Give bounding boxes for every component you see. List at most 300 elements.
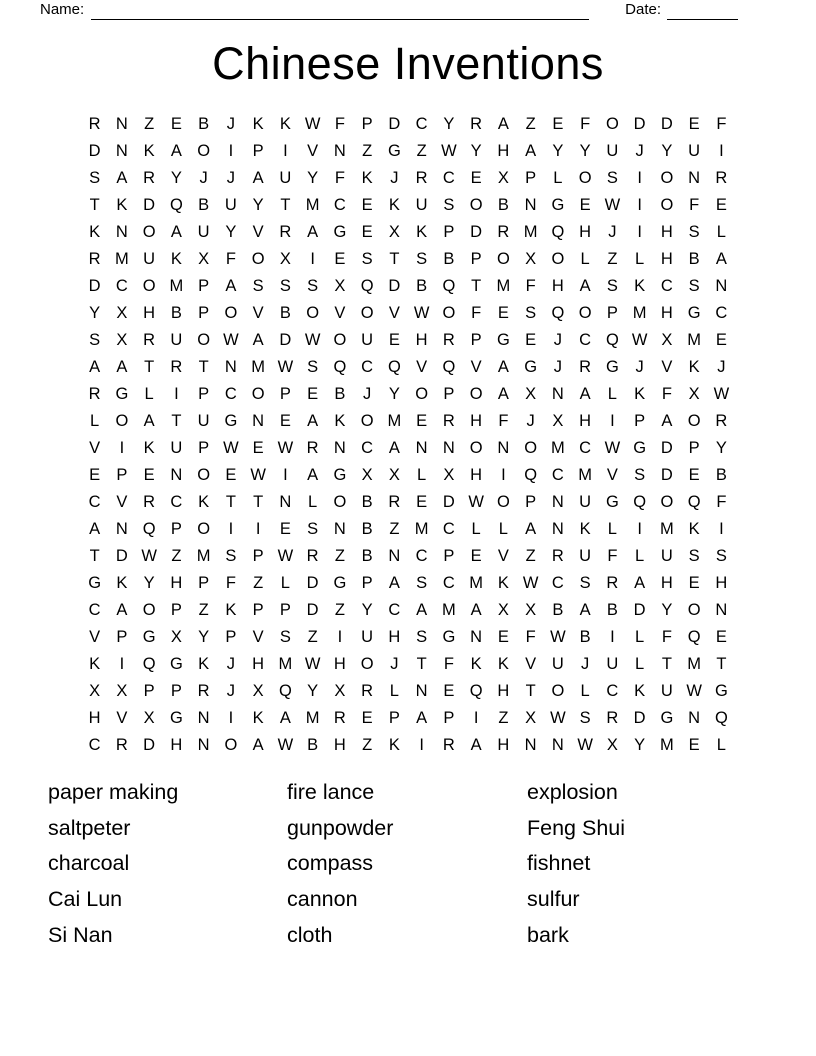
grid-letter-r24-c13: I: [419, 736, 424, 754]
grid-letter-r14-c10: G: [333, 466, 347, 484]
grid-letter-r23-c8: A: [279, 709, 291, 727]
grid-letter-r11-c17: X: [525, 385, 537, 403]
grid-letter-r5-c19: H: [579, 223, 592, 241]
grid-letter-r20-c16: E: [497, 628, 509, 646]
grid-letter-r5-c8: R: [279, 223, 292, 241]
grid-letter-r10-c18: J: [553, 358, 562, 376]
grid-letter-r4-c2: K: [116, 196, 128, 214]
grid-letter-r9-c8: D: [279, 331, 292, 349]
grid-letter-r12-c18: X: [552, 412, 564, 430]
grid-letter-r20-c23: Q: [687, 628, 701, 646]
word-list-item: fishnet: [527, 851, 591, 876]
grid-letter-r18-c18: C: [551, 574, 564, 592]
grid-letter-r23-c7: K: [252, 709, 264, 727]
grid-letter-r6-c23: B: [688, 250, 700, 268]
grid-letter-r12-c4: T: [171, 412, 182, 430]
grid-letter-r4-c1: T: [89, 196, 100, 214]
grid-letter-r10-c21: J: [635, 358, 644, 376]
grid-letter-r22-c7: X: [252, 682, 264, 700]
grid-letter-r16-c7: I: [255, 520, 261, 538]
grid-letter-r17-c16: V: [497, 547, 509, 565]
word-list-item: Cai Lun: [48, 887, 123, 912]
grid-letter-r7-c12: D: [388, 277, 401, 295]
grid-letter-r1-c14: Y: [443, 115, 455, 133]
grid-letter-r22-c19: L: [580, 682, 590, 700]
grid-letter-r7-c22: C: [660, 277, 673, 295]
grid-letter-r22-c14: E: [443, 682, 455, 700]
grid-letter-r17-c21: L: [635, 547, 645, 565]
grid-letter-r23-c23: N: [688, 709, 701, 727]
grid-letter-r14-c4: N: [170, 466, 183, 484]
grid-letter-r10-c10: Q: [333, 358, 347, 376]
grid-letter-r12-c14: R: [442, 412, 455, 430]
grid-letter-r4-c24: E: [715, 196, 727, 214]
grid-letter-r3-c14: C: [442, 169, 455, 187]
grid-letter-r18-c8: L: [280, 574, 290, 592]
grid-letter-r7-c17: F: [525, 277, 536, 295]
grid-letter-r11-c9: E: [307, 385, 319, 403]
word-list-item: explosion: [527, 780, 618, 804]
grid-letter-r12-c12: M: [387, 412, 402, 430]
header: [40, 1, 738, 20]
grid-letter-r20-c17: F: [525, 628, 536, 646]
grid-letter-r16-c5: O: [197, 520, 211, 538]
grid-letter-r13-c9: R: [306, 439, 319, 457]
grid-letter-r7-c13: B: [416, 277, 428, 295]
grid-letter-r14-c14: X: [443, 466, 455, 484]
grid-letter-r24-c15: A: [470, 736, 482, 754]
grid-letter-r2-c12: G: [387, 142, 401, 160]
grid-letter-r8-c1: Y: [89, 304, 101, 322]
grid-letter-r12-c9: A: [307, 412, 319, 430]
grid-letter-r5-c9: A: [307, 223, 319, 241]
grid-letter-r16-c23: K: [688, 520, 700, 538]
grid-letter-r12-c16: F: [498, 412, 509, 430]
grid-letter-r20-c10: I: [337, 628, 343, 646]
grid-letter-r13-c1: V: [89, 439, 101, 457]
grid-letter-r21-c15: K: [470, 655, 482, 673]
word-list-item: charcoal: [48, 851, 130, 876]
grid-letter-r10-c2: A: [116, 358, 128, 376]
grid-letter-r18-c24: H: [715, 574, 728, 592]
grid-letter-r8-c5: P: [198, 304, 210, 322]
grid-letter-r22-c5: R: [197, 682, 210, 700]
grid-letter-r6-c4: K: [170, 250, 182, 268]
grid-letter-r8-c2: X: [116, 304, 128, 322]
grid-letter-r24-c19: W: [577, 736, 593, 754]
grid-letter-r12-c20: I: [610, 412, 615, 430]
grid-letter-r5-c18: Q: [551, 223, 565, 241]
grid-letter-r15-c14: D: [442, 493, 455, 511]
grid-letter-r6-c12: T: [389, 250, 400, 268]
grid-letter-r5-c14: P: [443, 223, 455, 241]
grid-letter-r22-c23: W: [686, 682, 702, 700]
grid-letter-r9-c19: C: [579, 331, 592, 349]
grid-letter-r12-c7: N: [252, 412, 265, 430]
grid-letter-r4-c13: U: [415, 196, 428, 214]
grid-letter-r15-c1: C: [88, 493, 101, 511]
date-blank-line: [667, 4, 738, 20]
grid-letter-r20-c1: V: [89, 628, 101, 646]
grid-letter-r4-c16: B: [497, 196, 509, 214]
grid-letter-r18-c5: P: [198, 574, 210, 592]
grid-letter-r16-c16: L: [498, 520, 508, 538]
grid-letter-r23-c20: R: [606, 709, 619, 727]
grid-letter-r2-c17: A: [525, 142, 537, 160]
grid-letter-r16-c20: L: [607, 520, 617, 538]
grid-letter-r20-c9: Z: [307, 628, 318, 646]
grid-letter-r9-c11: U: [361, 331, 374, 349]
grid-letter-r9-c3: R: [143, 331, 156, 349]
word-list-item: paper making: [48, 780, 179, 804]
grid-letter-r7-c4: M: [169, 277, 184, 295]
grid-letter-r8-c20: P: [606, 304, 618, 322]
grid-letter-r9-c22: X: [661, 331, 673, 349]
grid-letter-r1-c16: A: [497, 115, 509, 133]
grid-letter-r15-c18: N: [551, 493, 564, 511]
grid-letter-r11-c8: P: [279, 385, 291, 403]
grid-letter-r6-c3: U: [143, 250, 156, 268]
grid-letter-r3-c9: Y: [307, 169, 319, 187]
grid-letter-r19-c4: P: [170, 601, 182, 619]
grid-letter-r10-c9: S: [307, 358, 319, 376]
grid-letter-r10-c1: A: [89, 358, 101, 376]
grid-letter-r12-c21: P: [634, 412, 646, 430]
grid-letter-r22-c21: K: [634, 682, 646, 700]
grid-letter-r2-c4: A: [170, 142, 182, 160]
grid-letter-r22-c18: O: [551, 682, 565, 700]
grid-letter-r20-c8: S: [279, 628, 291, 646]
grid-letter-r4-c21: I: [637, 196, 642, 214]
grid-letter-r1-c7: K: [252, 115, 264, 133]
grid-letter-r16-c11: B: [361, 520, 373, 538]
grid-letter-r14-c21: S: [634, 466, 646, 484]
date-label: Date:: [625, 1, 661, 18]
grid-letter-r3-c7: A: [252, 169, 264, 187]
grid-letter-r24-c4: H: [170, 736, 183, 754]
grid-letter-r10-c15: V: [470, 358, 482, 376]
grid-letter-r19-c24: N: [715, 601, 728, 619]
grid-letter-r15-c11: B: [361, 493, 373, 511]
grid-letter-r1-c11: P: [361, 115, 373, 133]
grid-letter-r19-c16: X: [497, 601, 509, 619]
grid-letter-r11-c6: C: [224, 385, 237, 403]
grid-letter-r8-c11: O: [360, 304, 374, 322]
grid-letter-r14-c19: M: [578, 466, 592, 484]
grid-letter-r18-c14: C: [442, 574, 455, 592]
grid-letter-r15-c24: F: [716, 493, 727, 511]
grid-letter-r20-c24: E: [715, 628, 727, 646]
grid-letter-r17-c18: R: [551, 547, 564, 565]
grid-letter-r13-c21: G: [633, 439, 647, 457]
grid-letter-r5-c20: J: [608, 223, 617, 241]
grid-letter-r10-c5: T: [198, 358, 209, 376]
grid-letter-r5-c2: N: [115, 223, 128, 241]
grid-letter-r19-c20: B: [606, 601, 618, 619]
grid-letter-r4-c4: Q: [169, 196, 183, 214]
grid-letter-r10-c13: V: [416, 358, 428, 376]
grid-letter-r3-c1: S: [89, 169, 101, 187]
grid-letter-r21-c1: K: [89, 655, 101, 673]
grid-letter-r16-c24: I: [719, 520, 724, 538]
grid-letter-r21-c20: U: [606, 655, 619, 673]
grid-letter-r23-c21: D: [633, 709, 646, 727]
grid-letter-r6-c19: L: [580, 250, 590, 268]
grid-letter-r12-c8: E: [279, 412, 291, 430]
grid-letter-r12-c10: K: [334, 412, 346, 430]
grid-letter-r4-c3: D: [143, 196, 156, 214]
grid-letter-r10-c11: C: [361, 358, 374, 376]
grid-letter-r15-c15: W: [468, 493, 484, 511]
grid-letter-r16-c4: P: [170, 520, 182, 538]
grid-letter-r6-c11: S: [361, 250, 373, 268]
grid-letter-r8-c23: G: [687, 304, 701, 322]
grid-letter-r19-c8: P: [279, 601, 291, 619]
grid-letter-r10-c20: G: [605, 358, 619, 376]
grid-letter-r3-c19: O: [578, 169, 592, 187]
grid-letter-r20-c11: U: [361, 628, 374, 646]
grid-letter-r14-c7: W: [250, 466, 266, 484]
grid-letter-r12-c6: G: [224, 412, 238, 430]
grid-letter-r11-c16: A: [497, 385, 509, 403]
grid-letter-r15-c23: Q: [687, 493, 701, 511]
grid-letter-r24-c11: Z: [362, 736, 373, 754]
grid-letter-r23-c14: P: [443, 709, 455, 727]
grid-letter-r4-c18: G: [551, 196, 565, 214]
grid-letter-r10-c22: V: [661, 358, 673, 376]
grid-letter-r21-c22: T: [661, 655, 672, 673]
grid-letter-r22-c1: X: [89, 682, 101, 700]
grid-letter-r9-c12: E: [388, 331, 400, 349]
grid-letter-r15-c7: T: [253, 493, 264, 511]
grid-letter-r1-c5: B: [198, 115, 210, 133]
grid-letter-r12-c15: H: [470, 412, 483, 430]
grid-letter-r2-c20: U: [606, 142, 619, 160]
grid-letter-r21-c17: V: [525, 655, 537, 673]
grid-letter-r21-c23: M: [687, 655, 701, 673]
grid-letter-r8-c18: Q: [551, 304, 565, 322]
grid-letter-r17-c20: F: [607, 547, 618, 565]
grid-letter-r24-c10: H: [333, 736, 346, 754]
grid-letter-r1-c18: E: [552, 115, 564, 133]
grid-letter-r8-c21: M: [632, 304, 647, 322]
page-title: Chinese Inventions: [212, 38, 604, 89]
grid-letter-r12-c1: L: [90, 412, 100, 430]
grid-letter-r20-c13: S: [416, 628, 428, 646]
grid-letter-r2-c11: Z: [362, 142, 373, 160]
grid-letter-r8-c7: V: [252, 304, 264, 322]
grid-letter-r12-c22: A: [661, 412, 673, 430]
grid-letter-r11-c3: L: [144, 385, 154, 403]
grid-letter-r14-c5: O: [197, 466, 211, 484]
grid-letter-r2-c21: J: [635, 142, 644, 160]
grid-letter-r2-c23: U: [688, 142, 701, 160]
grid-letter-r11-c20: L: [607, 385, 617, 403]
grid-letter-r24-c17: N: [524, 736, 537, 754]
grid-letter-r17-c12: N: [388, 547, 401, 565]
grid-letter-r24-c1: C: [88, 736, 101, 754]
grid-letter-r5-c17: M: [523, 223, 538, 241]
grid-letter-r2-c8: I: [283, 142, 288, 160]
grid-letter-r2-c6: I: [228, 142, 234, 160]
grid-letter-r17-c2: D: [115, 547, 128, 565]
grid-letter-r13-c19: C: [579, 439, 592, 457]
grid-letter-r3-c12: J: [390, 169, 399, 187]
grid-letter-r9-c21: W: [631, 331, 648, 349]
grid-letter-r19-c14: M: [442, 601, 456, 619]
grid-letter-r15-c5: K: [198, 493, 210, 511]
grid-letter-r3-c3: R: [143, 169, 156, 187]
grid-letter-r13-c15: O: [469, 439, 483, 457]
grid-letter-r16-c6: I: [228, 520, 234, 538]
grid-letter-r18-c12: A: [388, 574, 400, 592]
grid-letter-r8-c14: O: [442, 304, 456, 322]
grid-letter-r4-c17: N: [524, 196, 537, 214]
grid-letter-r18-c4: H: [170, 574, 183, 592]
grid-letter-r17-c6: S: [225, 547, 237, 565]
grid-letter-r16-c8: E: [279, 520, 291, 538]
grid-letter-r16-c14: C: [442, 520, 455, 538]
word-list-item: compass: [287, 851, 374, 876]
grid-letter-r19-c23: O: [687, 601, 701, 619]
word-list-item: bark: [527, 922, 569, 947]
grid-letter-r11-c21: K: [634, 385, 646, 403]
grid-letter-r2-c1: D: [88, 142, 101, 160]
grid-letter-r9-c7: A: [252, 331, 264, 349]
grid-letter-r12-c17: J: [526, 412, 535, 430]
grid-letter-r6-c16: O: [496, 250, 510, 268]
grid-letter-r16-c17: A: [525, 520, 537, 538]
grid-letter-r16-c2: N: [115, 520, 128, 538]
grid-letter-r1-c20: O: [605, 115, 619, 133]
grid-letter-r21-c2: I: [119, 655, 125, 673]
grid-letter-r11-c15: O: [469, 385, 483, 403]
grid-letter-r5-c10: G: [333, 223, 347, 241]
grid-letter-r5-c23: S: [688, 223, 700, 241]
grid-letter-r17-c24: S: [715, 547, 727, 565]
grid-letter-r18-c6: F: [225, 574, 236, 592]
grid-letter-r19-c10: Z: [334, 601, 345, 619]
name-blank-line: [91, 4, 589, 20]
grid-letter-r21-c7: H: [252, 655, 265, 673]
grid-letter-r6-c13: S: [416, 250, 428, 268]
grid-letter-r9-c20: Q: [605, 331, 619, 349]
grid-letter-r6-c7: O: [251, 250, 265, 268]
grid-letter-r13-c5: P: [198, 439, 210, 457]
grid-letter-r19-c3: O: [142, 601, 156, 619]
grid-letter-r20-c15: N: [470, 628, 483, 646]
grid-letter-r14-c20: V: [606, 466, 618, 484]
grid-letter-r15-c19: U: [579, 493, 592, 511]
grid-letter-r17-c23: S: [688, 547, 700, 565]
grid-letter-r13-c8: W: [277, 439, 294, 457]
grid-letter-r18-c23: E: [688, 574, 700, 592]
grid-letter-r23-c22: G: [660, 709, 674, 727]
grid-letter-r4-c14: S: [443, 196, 455, 214]
grid-letter-r13-c17: O: [524, 439, 538, 457]
grid-letter-r14-c12: X: [388, 466, 400, 484]
grid-letter-r18-c22: H: [660, 574, 673, 592]
grid-letter-r23-c2: V: [116, 709, 128, 727]
grid-letter-r13-c4: U: [170, 439, 183, 457]
grid-letter-r6-c18: O: [551, 250, 565, 268]
grid-letter-r13-c3: K: [143, 439, 155, 457]
word-list-item: cloth: [287, 922, 333, 947]
grid-letter-r18-c1: G: [88, 574, 102, 592]
grid-letter-r11-c14: P: [443, 385, 455, 403]
grid-letter-r2-c24: I: [719, 142, 724, 160]
grid-letter-r12-c13: E: [416, 412, 428, 430]
grid-letter-r23-c16: Z: [498, 709, 509, 727]
word-list-item: Feng Shui: [527, 815, 626, 840]
grid-letter-r7-c11: Q: [360, 277, 374, 295]
grid-letter-r17-c22: U: [660, 547, 673, 565]
grid-letter-r12-c24: R: [715, 412, 728, 430]
grid-letter-r2-c19: Y: [579, 142, 591, 160]
grid-letter-r7-c21: K: [634, 277, 646, 295]
word-list-item: saltpeter: [48, 815, 131, 840]
grid-letter-r19-c11: Y: [361, 601, 373, 619]
grid-letter-r15-c4: C: [170, 493, 183, 511]
grid-letter-r24-c5: N: [197, 736, 210, 754]
grid-letter-r17-c5: M: [196, 547, 211, 565]
grid-letter-r15-c17: P: [525, 493, 537, 511]
word-list-item: gunpowder: [287, 815, 394, 840]
grid-letter-r20-c21: L: [635, 628, 645, 646]
grid-letter-r7-c14: Q: [442, 277, 456, 295]
grid-letter-r24-c7: A: [252, 736, 264, 754]
grid-letter-r14-c3: E: [143, 466, 155, 484]
grid-letter-r17-c4: Z: [171, 547, 182, 565]
grid-letter-r15-c21: Q: [633, 493, 647, 511]
grid-letter-r19-c12: C: [388, 601, 401, 619]
grid-letter-r19-c22: Y: [661, 601, 673, 619]
grid-letter-r10-c8: W: [277, 358, 294, 376]
grid-letter-r2-c7: P: [252, 142, 264, 160]
grid-letter-r21-c24: T: [716, 655, 727, 673]
grid-letter-r17-c3: W: [141, 547, 157, 565]
grid-letter-r9-c1: S: [89, 331, 101, 349]
grid-letter-r5-c7: V: [252, 223, 264, 241]
grid-letter-r5-c6: Y: [225, 223, 237, 241]
grid-letter-r17-c19: U: [579, 547, 592, 565]
grid-letter-r10-c12: Q: [387, 358, 401, 376]
grid-letter-r24-c23: E: [688, 736, 700, 754]
grid-letter-r9-c16: G: [496, 331, 510, 349]
grid-letter-r16-c9: S: [307, 520, 319, 538]
grid-letter-r18-c7: Z: [253, 574, 264, 592]
grid-letter-r6-c24: A: [715, 250, 727, 268]
grid-letter-r22-c16: H: [497, 682, 510, 700]
grid-letter-r23-c12: P: [388, 709, 400, 727]
grid-letter-r1-c22: D: [660, 115, 673, 133]
grid-letter-r8-c6: O: [224, 304, 238, 322]
grid-letter-r22-c9: Y: [307, 682, 319, 700]
grid-letter-r15-c10: O: [333, 493, 347, 511]
grid-letter-r5-c5: U: [197, 223, 210, 241]
grid-letter-r8-c19: O: [578, 304, 592, 322]
grid-letter-r22-c17: T: [525, 682, 536, 700]
grid-letter-r8-c4: B: [170, 304, 182, 322]
grid-letter-r11-c13: O: [415, 385, 429, 403]
grid-letter-r17-c17: Z: [525, 547, 536, 565]
grid-letter-r12-c23: O: [687, 412, 701, 430]
grid-letter-r3-c10: F: [334, 169, 345, 187]
grid-letter-r11-c18: N: [551, 385, 564, 403]
grid-letter-r14-c2: P: [116, 466, 128, 484]
grid-letter-r4-c9: M: [305, 196, 320, 214]
grid-letter-r9-c9: W: [304, 331, 321, 349]
